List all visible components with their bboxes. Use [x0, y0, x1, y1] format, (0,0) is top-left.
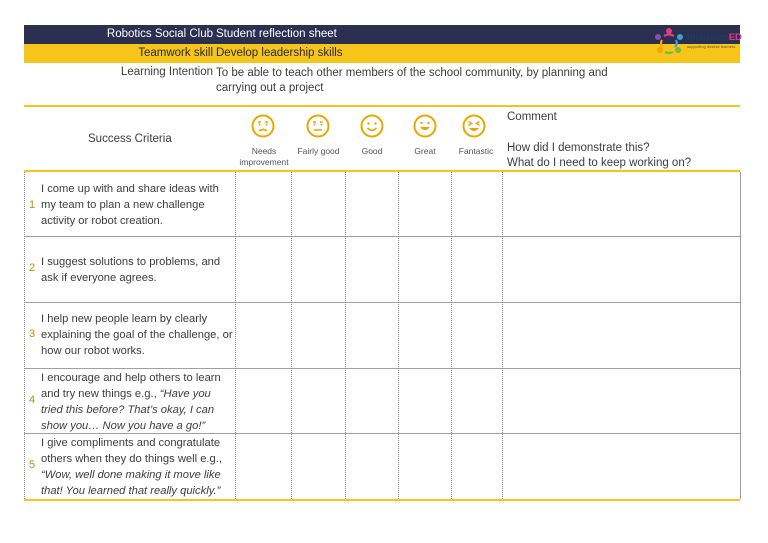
- row-number: 5: [28, 459, 36, 471]
- smile-face-icon: [360, 114, 384, 138]
- header-bar-club: [24, 25, 740, 44]
- criterion-text: I come up with and share ideas with my team to plan a new challenge activity or robot creation.: [41, 183, 219, 227]
- criterion-text: I encourage and help others to learn and try new things e.g., “Have you tried this before? That’s okay, I can show you… Now you have a go!”: [41, 372, 221, 432]
- frown-face-icon: [251, 114, 275, 138]
- col-border: [345, 172, 346, 499]
- grin-face-icon: [413, 114, 437, 138]
- row-divider: [24, 302, 740, 303]
- row-number: 2: [28, 262, 36, 274]
- comment-heading: Comment: [507, 111, 557, 123]
- rating-label: Fairly good: [297, 146, 340, 156]
- col-border: [502, 172, 503, 499]
- row-number: 3: [28, 328, 36, 340]
- criterion-text: I help new people learn by clearly explaining the goal of the challenge, or how our robot works.: [41, 313, 233, 357]
- header-bar-skill: [24, 44, 740, 63]
- table-bottom-rule: [24, 499, 740, 501]
- row-divider: [24, 236, 740, 237]
- club-label: Robotics Social Club: [106, 28, 213, 40]
- col-border: [398, 172, 399, 499]
- logo-wordmark: inclusionED: [687, 32, 742, 43]
- laugh-face-icon: [462, 114, 486, 138]
- intention-value: To be able to teach other members of the school community, by planning and carrying out a project: [216, 67, 608, 94]
- criterion-text: I suggest solutions to problems, and ask if everyone agrees.: [41, 256, 221, 284]
- col-border: [451, 172, 452, 499]
- col-border-left: [24, 172, 25, 499]
- neutral-face-icon: [306, 114, 330, 138]
- rating-label: Needs improvement: [239, 146, 289, 167]
- skill-value: Develop leadership skills: [216, 47, 343, 59]
- rating-label: Great: [414, 146, 436, 156]
- logo-tagline: supporting diverse learners: [687, 44, 736, 49]
- row-number: 4: [28, 394, 36, 406]
- club-value: Student reflection sheet: [216, 28, 337, 40]
- rating-label: Fantastic: [458, 146, 494, 156]
- table-top-rule: [24, 105, 740, 107]
- inclusion-ed-logo: [652, 27, 752, 59]
- rating-label: Good: [361, 146, 383, 156]
- criterion-text: I give compliments and congratulate others when they do things well e.g., “Wow, well done making it move like that! You learned that really quickly.”: [41, 437, 222, 497]
- success-criteria-heading: Success Criteria: [88, 133, 172, 145]
- header-bottom-rule: [24, 170, 740, 172]
- skill-label: Teamwork skill: [138, 47, 213, 59]
- row-divider: [24, 368, 740, 369]
- comment-question-1: How did I demonstrate this?: [507, 142, 650, 154]
- logo-people-icon: [652, 27, 686, 59]
- intention-label: Learning Intention: [120, 66, 213, 78]
- col-border-right: [740, 172, 741, 499]
- col-border: [235, 172, 236, 499]
- col-border: [291, 172, 292, 499]
- comment-question-2: What do I need to keep working on?: [507, 157, 692, 169]
- row-number: 1: [28, 199, 36, 211]
